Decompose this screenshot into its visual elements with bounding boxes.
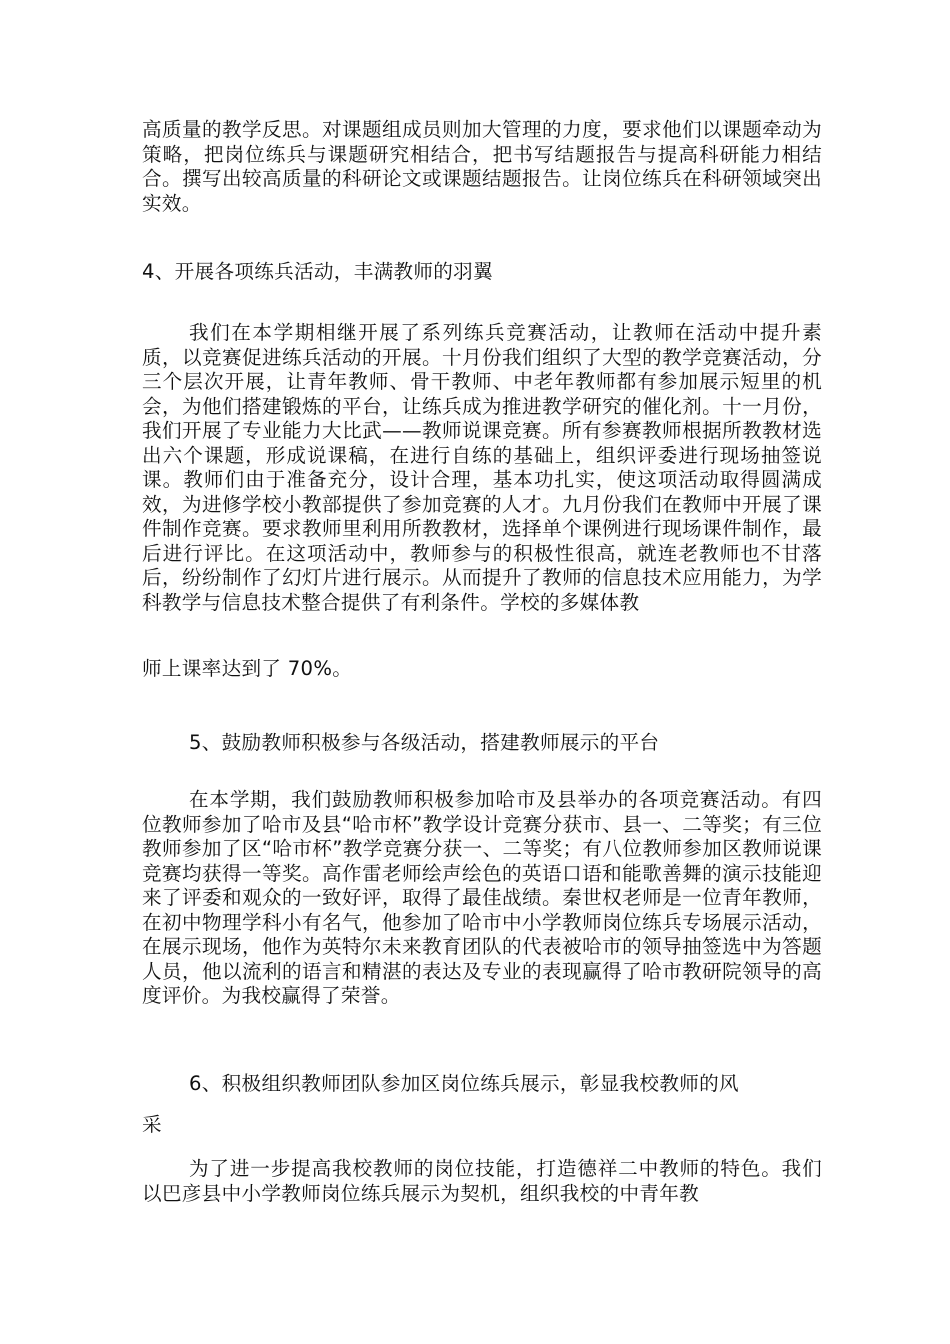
section-5-paragraph: 在本学期，我们鼓励教师积极参加哈市及县举办的各项竞赛活动。有四位教师参加了哈市及县“哈市杯”教学设计竞赛分获市、县一、二等奖；有三位教师参加了区“哈市杯”教学竞赛分获一、二等奖；有八位教师参加区教师说课竞赛均获得一等奖。高作雷老师绘声绘色的英语口语和能歌善舞的演示技能迎来了评委和观众的一致好评，取得了最佳战绩。秦世权老师是一位青年教师，在初中物理学科小有名气，他参加了哈市中小学教师岗位练兵专场展示活动，在展示现场，他作为英特尔未来教育团队的代表被哈市的领导抽签选中为答题人员，他以流利的语言和精湛的表达及专业的表现赢得了哈市教研院领导的高度评价。为我校赢得了荣誉。 [142,788,822,1007]
section-6-paragraph: 为了进一步提高我校教师的岗位技能，打造德祥二中教师的特色。我们以巴彦县中小学教师岗位练兵展示为契机，组织我校的中青年教 [142,1157,822,1205]
intro-paragraph: 高质量的教学反思。对课题组成员则加大管理的力度，要求他们以课题牵动为策略，把岗位练兵与课题研究相结合，把书写结题报告与提高科研能力相结合。撰写出较高质量的科研论文或课题结题报告。让岗位练兵在科研领域突出实效。 [142,118,822,215]
section-4-paragraph: 我们在本学期相继开展了系列练兵竞赛活动，让教师在活动中提升素质，以竞赛促进练兵活动的开展。十月份我们组织了大型的教学竞赛活动，分三个层次开展，让青年教师、骨干教师、中老年教师都有参加展示短里的机会，为他们搭建锻炼的平台，让练兵成为推进教学研究的催化剂。十一月份，我们开展了专业能力大比武——教师说课竞赛。所有参赛教师根据所教教材选出六个课题，形成说课稿，在进行自练的基础上，组织评委进行现场抽签说课。教师们由于准备充分，设计合理，基本功扎实，使这项活动取得圆满成效，为进修学校小教部提供了参加竞赛的人才。九月份我们在教师中开展了课件制作竞赛。要求教师里利用所教教材，选择单个课例进行现场课件制作，最后进行评比。在这项活动中，教师参与的积极性很高，就连老教师也不甘落后，纷纷制作了幻灯片进行展示。从而提升了教师的信息技术应用能力，为学科教学与信息技术整合提供了有利条件。学校的多媒体教 [142,321,822,614]
section-6-heading-line1: 6、积极组织教师团队参加区岗位练兵展示，彰显我校教师的风 [189,1072,739,1095]
section-6-heading-line2: 采 [142,1113,162,1136]
section-4-paragraph-last-line: 师上课率达到了 70%。 [142,657,353,680]
section-5-heading: 5、鼓励教师积极参与各级活动，搭建教师展示的平台 [189,731,660,754]
section-4-heading: 4、开展各项练兵活动，丰满教师的羽翼 [142,260,493,283]
